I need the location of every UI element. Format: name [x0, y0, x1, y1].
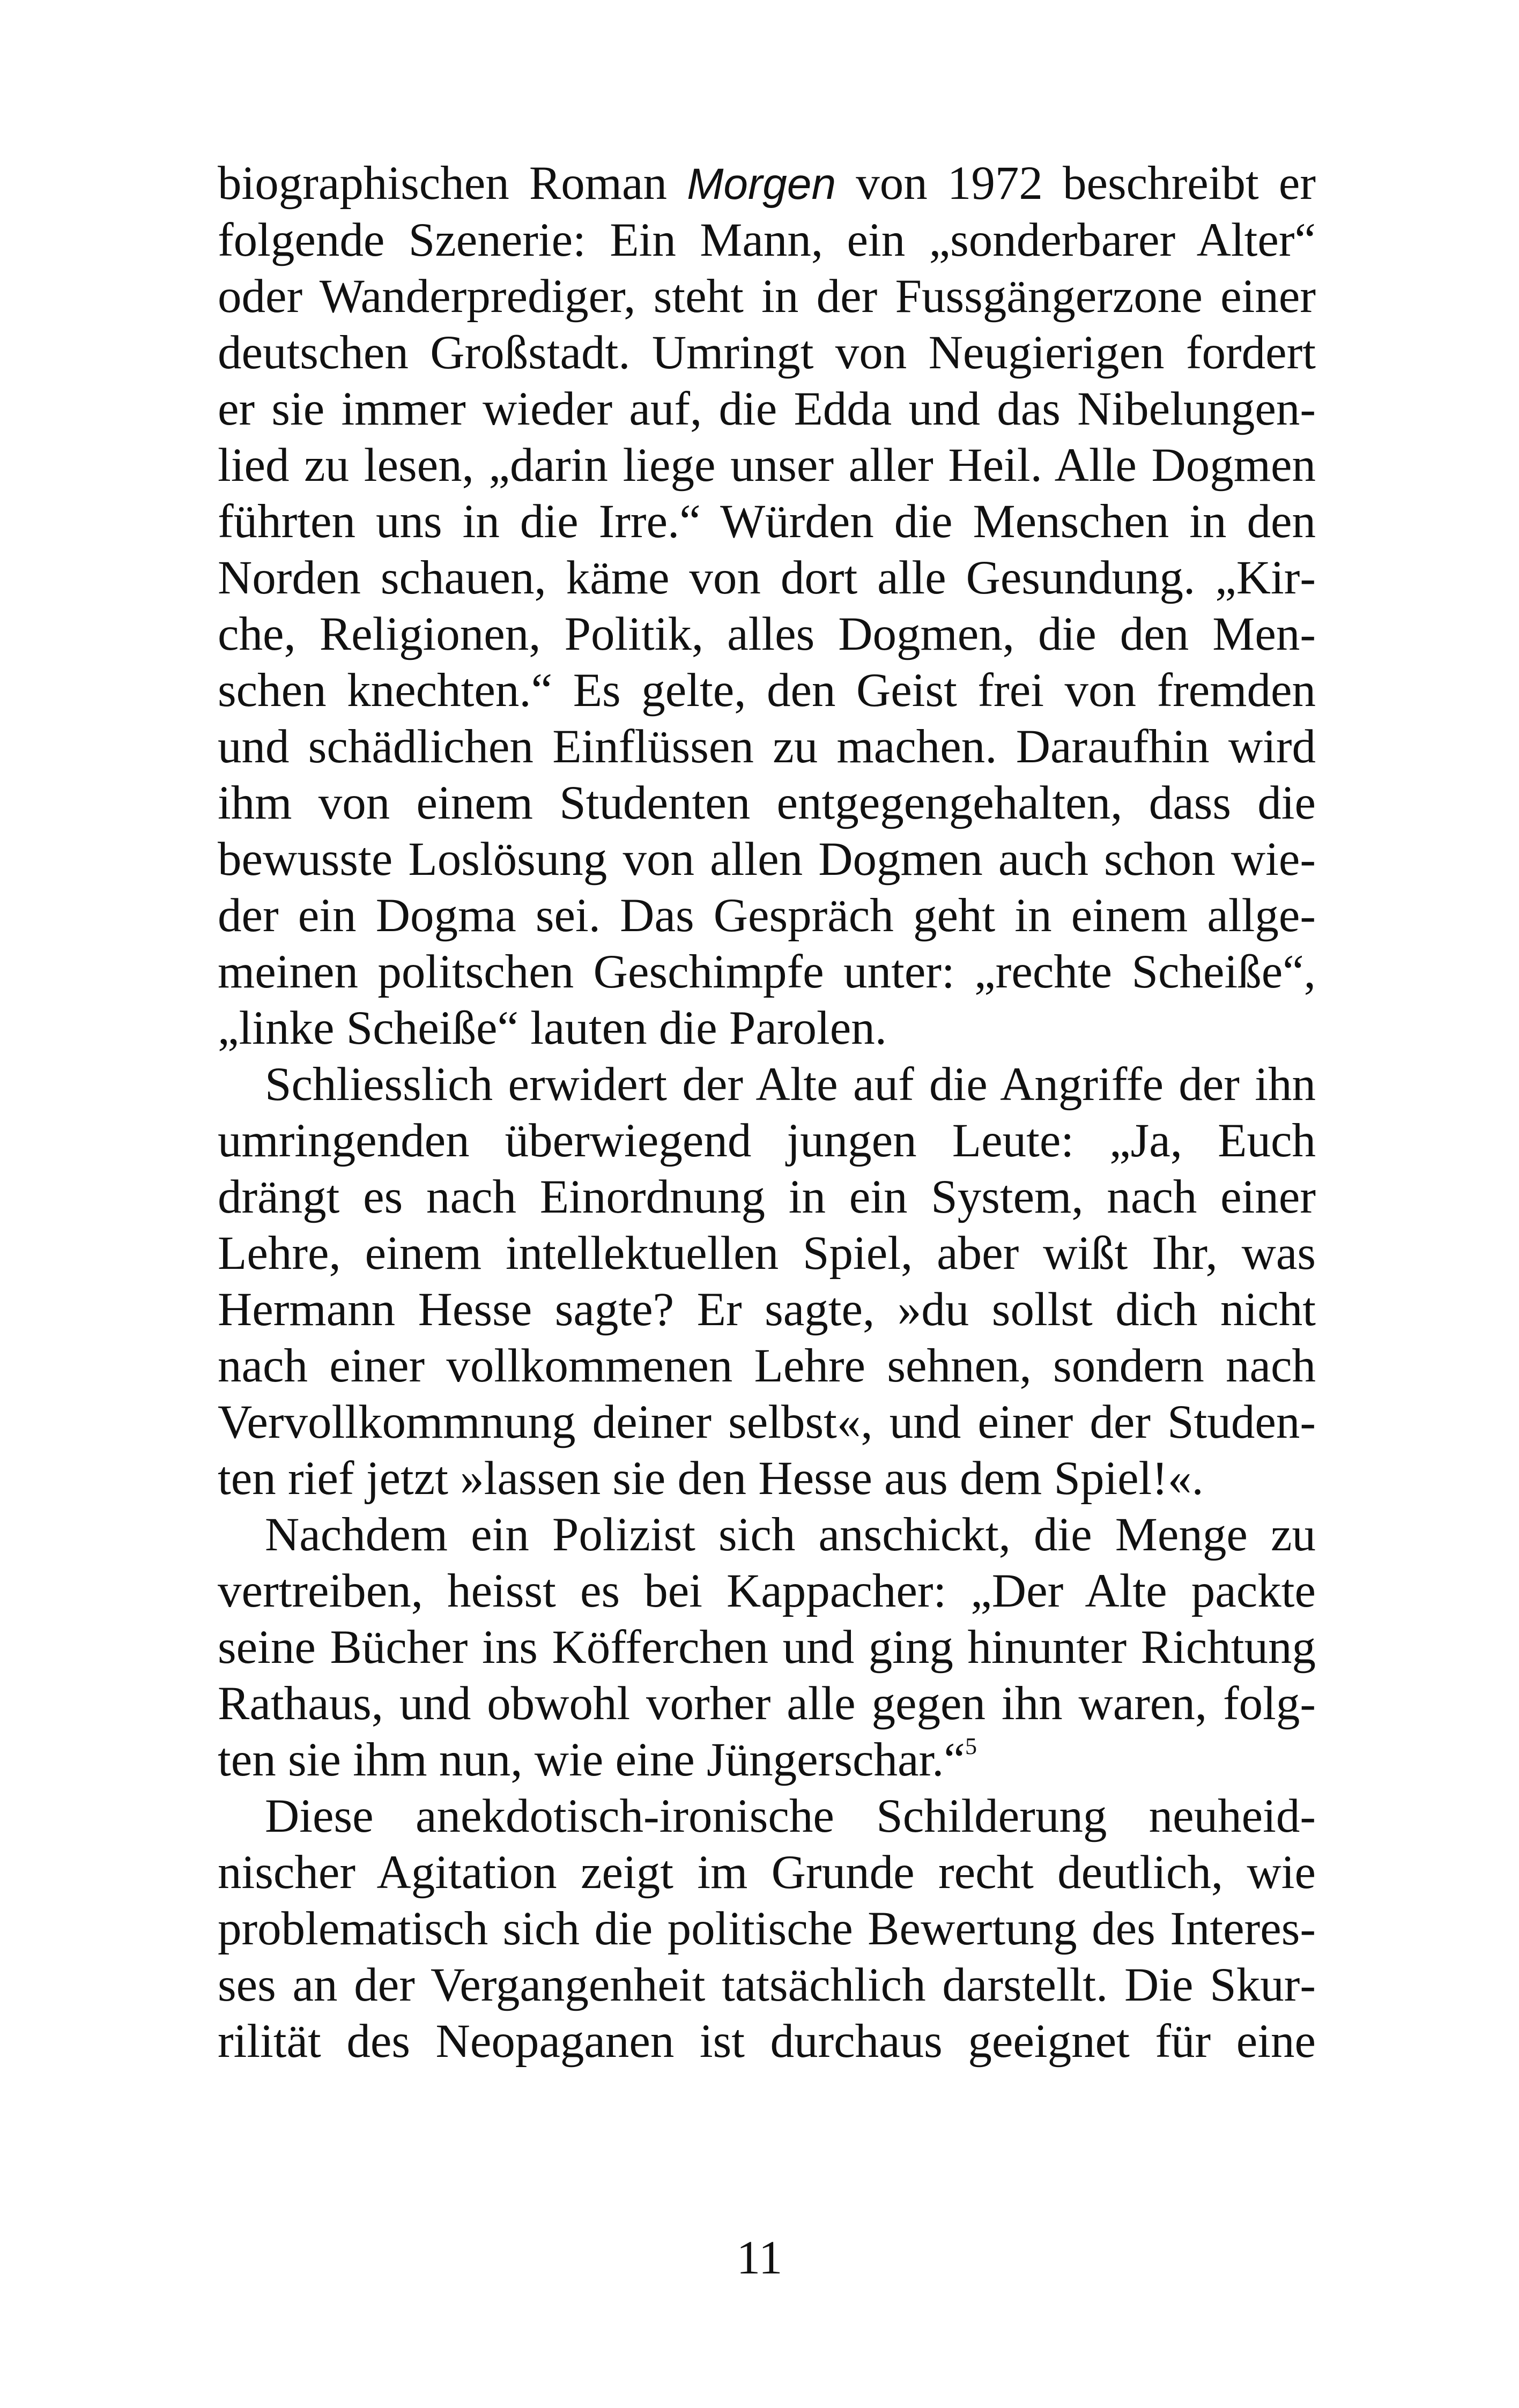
paragraph-3-text: Nachdem ein Polizist sich anschickt, die Menge zu vertreiben, heisst es bei Kappacher: „Der Alte packte seine Bücher ins Köfferchen und ging hinunter Richtung Rathaus, und obwohl vorher alle gegen ihn waren, folgten sie ihm nun, wie eine Jüngerschar.“ — [218, 1508, 1316, 1786]
body-text — [218, 155, 1316, 2070]
paragraph-1-lead: biographischen Roman — [218, 157, 687, 210]
page-number: 11 — [736, 2232, 783, 2284]
paragraph-2: Schliesslich erwidert der Alte auf die Angriffe der ihn umringenden überwiegend jungen Leute: „Ja, Euch drängt es nach Einordnung in ein System, nach einer Lehre, einem intellektuellen Spiel, aber wißt Ihr, was Hermann Hesse sagte? Er sagte, »du sollst dich nicht nach einer vollkommenen Lehre sehnen, sondern nach Vervollkommnung deiner selbst«, und einer der Studenten rief jetzt »lassen sie den Hesse aus dem Spiel!«. — [218, 1058, 1316, 1505]
footnote-marker: 5 — [965, 1733, 977, 1759]
book-title: Morgen — [687, 160, 836, 209]
paragraph-3 — [218, 1507, 1316, 1788]
paragraph-4: Diese anekdotisch-ironische Schilderung neuheidnischer Agitation zeigt im Grunde recht deutlich, wie problematisch sich die politische Bewertung des Interesses an der Vergangenheit tatsächlich darstellt. Die Skurrilität des Neopaganen ist durchaus geeignet für eine — [218, 1790, 1316, 2068]
paragraph-1-text: von 1972 beschreibt er folgende Szenerie: Ein Mann, ein „sonderbarer Alter“ oder Wanderprediger, steht in der Fussgängerzone einer deutschen Großstadt. Umringt von Neugierigen fordert er sie immer wieder auf, die Edda und das Nibelungenlied zu lesen, „darin liege unser aller Heil. Alle Dogmen führten uns in die Irre.“ Würden die Menschen in den Norden schauen, käme von dort alle Gesundung. „Kirche, Religionen, Politik, alles Dogmen, die den Menschen knechten.“ Es gelte, den Geist frei von fremden und schädlichen Einflüssen zu machen. Daraufhin wird ihm von einem Studenten entgegengehalten, dass die bewusste Loslösung von allen Dogmen auch schon wieder ein Dogma sei. Das Gespräch geht in einem allgemeinen politschen Geschimpfe unter: „rechte Scheiße“, „linke Scheiße“ lauten die Parolen. — [218, 157, 1316, 1054]
paragraph-1 — [218, 155, 1316, 1057]
